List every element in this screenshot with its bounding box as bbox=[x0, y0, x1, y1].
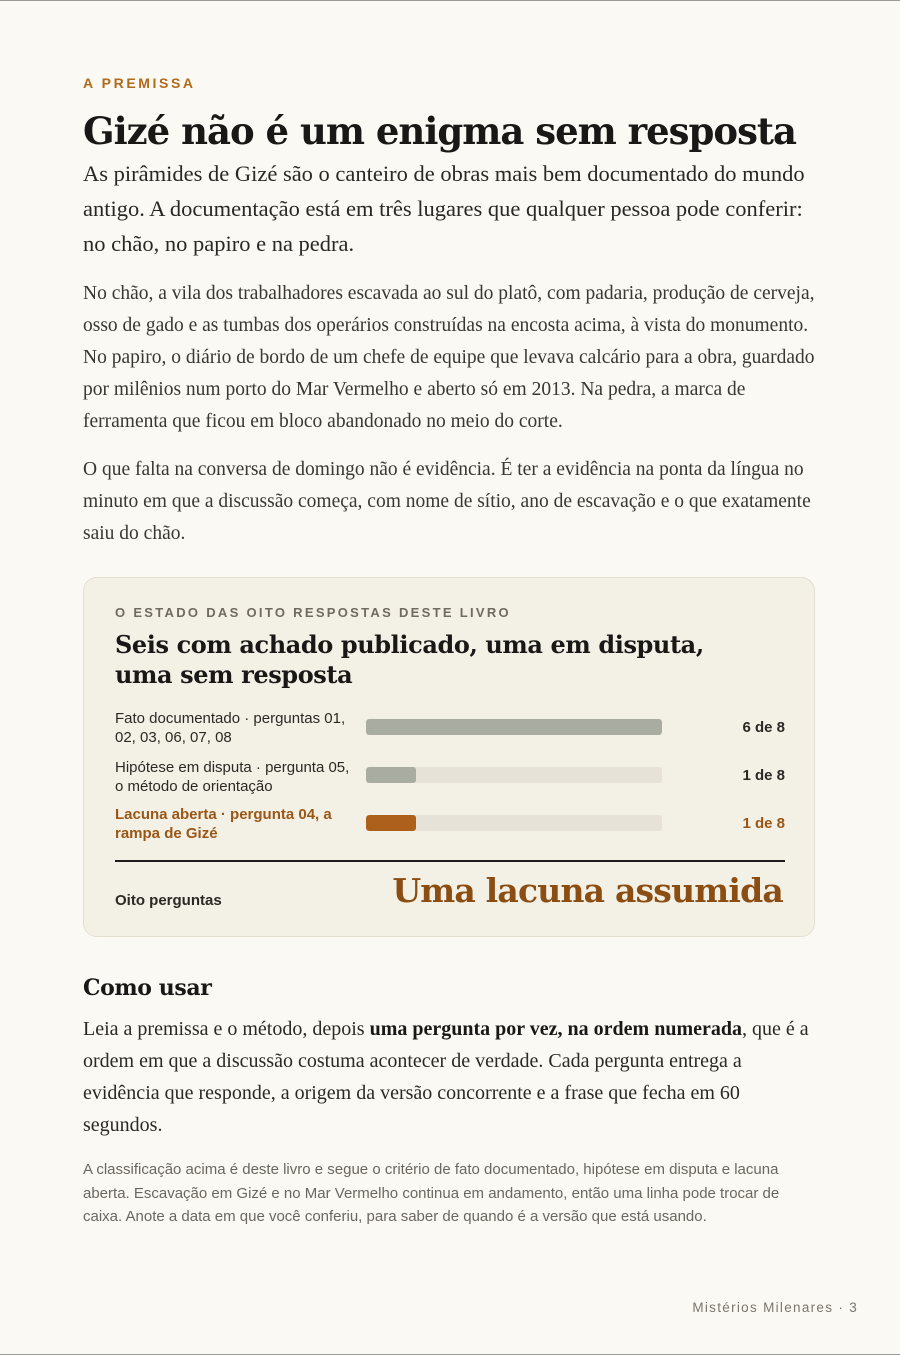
status-bar-track bbox=[366, 767, 662, 783]
usage-paragraph bbox=[83, 1013, 818, 1141]
answers-status-card bbox=[83, 577, 815, 937]
usage-heading: Como usar bbox=[83, 975, 212, 1001]
page-title: Gizé não é um enigma sem resposta bbox=[83, 109, 796, 153]
usage-text-end: , que é a ordem em que a discussão costuma acontecer de verdade. Cada pergunta entrega a evidência que responde, a origem da versão concorrente e a frase que fecha em 60 segundos. bbox=[83, 1018, 809, 1136]
total-label: Oito perguntas bbox=[115, 892, 222, 909]
status-bar-track bbox=[366, 815, 662, 831]
page-footer: Mistérios Milenares · 3 bbox=[692, 1300, 858, 1315]
card-eyebrow: O ESTADO DAS OITO RESPOSTAS DESTE LIVRO bbox=[115, 605, 511, 620]
status-count: 1 de 8 bbox=[742, 815, 785, 832]
page-top-edge bbox=[0, 0, 900, 1]
status-label: Hipótese em disputa · pergunta 05, o método de orientação bbox=[115, 759, 350, 795]
status-bar-track bbox=[366, 719, 662, 735]
status-row-open-gap bbox=[115, 805, 785, 845]
usage-text-start: Leia a premissa e o método, depois bbox=[83, 1018, 370, 1040]
lede-paragraph: As pirâmides de Gizé são o canteiro de obras mais bem documentado do mundo antigo. A documentação está em três lugares que qualquer pessoa pode conferir: no chão, no papiro e na pedra. bbox=[83, 161, 805, 256]
status-bar-fill bbox=[366, 719, 662, 735]
status-row-documented bbox=[115, 709, 785, 749]
usage-section bbox=[83, 972, 818, 1229]
status-count: 1 de 8 bbox=[742, 767, 785, 784]
usage-text-emphasis: uma pergunta por vez, na ordem numerada bbox=[369, 1018, 742, 1040]
status-bar-fill bbox=[366, 767, 416, 783]
card-title: Seis com achado publicado, uma em disputa, uma sem resposta bbox=[115, 630, 704, 689]
body-paragraph-missing: O que falta na conversa de domingo não é evidência. É ter a evidência na ponta da língua no minuto em que a discussão começa, com nome de sítio, ano de escavação e o que exatamente saiu do chão. bbox=[83, 459, 811, 544]
status-label: Fato documentado · perguntas 01, 02, 03, 06, 07, 08 bbox=[115, 710, 346, 746]
status-row-disputed bbox=[115, 758, 785, 798]
total-value: Uma lacuna assumida bbox=[392, 871, 783, 910]
premise-section bbox=[83, 73, 818, 550]
section-eyebrow: A PREMISSA bbox=[83, 75, 196, 91]
classification-note: A classificação acima é deste livro e segue o critério de fato documentado, hipótese em disputa e lacuna aberta. Escavação em Gizé e no Mar Vermelho continua em andamento, então uma linha pode trocar de caixa. Anote a data em que você conferiu, para saber de quando é a versão que está usando. bbox=[83, 1161, 780, 1225]
status-bar-fill bbox=[366, 815, 416, 831]
body-paragraph-evidence: No chão, a vila dos trabalhadores escavada ao sul do platô, com padaria, produção de cerveja, osso de gado e as tumbas dos operários construídas na encosta acima, à vista do monumento. No papiro, o diário de bordo de um chefe de equipe que levava calcário para a obra, guardado por milênios num porto do Mar Vermelho e aberto só em 2013. Na pedra, a marca de ferramenta que ficou em bloco abandonado no meio do corte. bbox=[83, 283, 815, 432]
total-divider bbox=[115, 860, 785, 862]
status-count: 6 de 8 bbox=[742, 719, 785, 736]
status-label: Lacuna aberta · pergunta 04, a rampa de Gizé bbox=[115, 806, 332, 842]
